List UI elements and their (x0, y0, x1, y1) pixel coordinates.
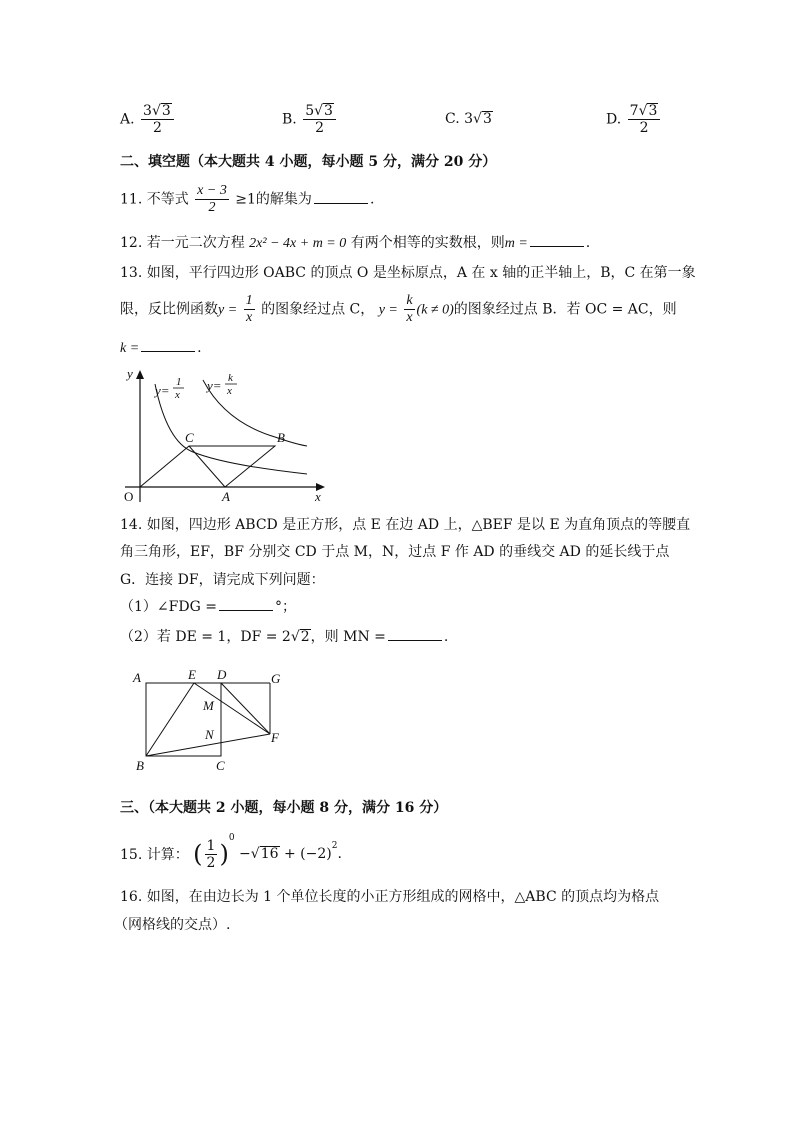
question-14-line1: 14. 如图，四边形 ABCD 是正方形，点 E 在边 AD 上，△BEF 是以 E 为直角顶点的等腰直 (120, 517, 691, 533)
label-e: E (188, 667, 196, 682)
segment-df (221, 683, 270, 734)
question-13-line1: 13. 如图，平行四边形 OABC 的顶点 O 是坐标原点，A 在 x 轴的正半轴上，B，C 在第一象 (120, 265, 696, 281)
choice-d-fraction: $\frac{7√3}{2}$ (628, 103, 661, 136)
choice-b-fraction: $\frac{5√3}{2}$ (303, 103, 336, 136)
question-14-sub1: （1）∠FDG = °； (120, 599, 296, 615)
label-a: A (133, 670, 141, 685)
choice-d (606, 103, 662, 136)
label-curve1-y: y= (155, 383, 170, 398)
label-g: G (271, 671, 281, 686)
answer-blank-14-1[interactable] (219, 598, 273, 611)
segment-ca (189, 446, 225, 487)
question-13-line2: 限，反比例函数y = $\frac{1}{x}$ 的图象经过点 C， y = $\frac{k}{x}$ (k ≠ 0)的图象经过点 B．若 OC = AC，则 (120, 293, 677, 325)
label-x-axis: x (315, 489, 321, 504)
choice-a-letter: A. (120, 111, 135, 128)
label-c: C (185, 430, 194, 445)
answer-blank-14-2[interactable] (388, 628, 442, 641)
label-curve2-y: y= (207, 378, 222, 393)
label-n: N (205, 727, 214, 742)
question-16-line2: （网格线的交点）. (114, 917, 231, 933)
section2-heading: 二、填空题（本大题共 4 小题，每小题 5 分，满分 20 分） (120, 154, 497, 170)
label-f: F (271, 730, 279, 745)
label-a: A (222, 489, 230, 504)
segment-be (146, 683, 194, 756)
y-axis-arrow (136, 370, 144, 379)
choice-d-letter: D. (606, 111, 622, 128)
choice-a-fraction: $\frac{3√3}{2}$ (141, 103, 174, 136)
label-c: C (216, 758, 225, 773)
choice-b (282, 103, 338, 136)
label-d: D (217, 667, 227, 682)
question-12: 12. 若一元二次方程 2x² − 4x + m = 0 有两个相等的实数根，则m = . (120, 235, 591, 251)
label-y-axis: y (127, 366, 133, 381)
answer-blank-12[interactable] (530, 234, 584, 247)
choice-a (120, 103, 176, 136)
choice-b-letter: B. (282, 111, 297, 128)
question-13-line3: k = . (120, 340, 202, 356)
label-curve1-den: x (175, 389, 180, 401)
answer-blank-11[interactable] (314, 191, 368, 204)
label-curve1-num: 1 (176, 376, 182, 388)
q14-figure (128, 666, 298, 778)
choice-c: C. 3√3 (445, 111, 492, 127)
answer-blank-13[interactable] (141, 339, 195, 352)
label-curve2-den: x (227, 385, 232, 397)
question-14-sub2: （2）若 DE = 1，DF = 2√2，则 MN = . (120, 629, 449, 645)
question-14-line3: G．连接 DF，请完成下列问题： (120, 572, 325, 588)
section3-heading: 三、（本大题共 2 小题，每小题 8 分，满分 16 分） (120, 800, 448, 816)
label-b: B (277, 430, 285, 445)
label-m: M (203, 698, 214, 713)
question-14-line2: 角三角形，EF，BF 分别交 CD 于点 M，N，过点 F 作 AD 的垂线交 AD 的延长线于点 (120, 544, 670, 560)
q13-figure (115, 362, 340, 507)
question-15: 15. 计算： ( $\frac{1}{2}$ )$^0 -√16 + (-2)^2$. (120, 833, 342, 871)
label-curve2-num: k (228, 372, 233, 384)
choice-c-letter: C. (445, 111, 460, 127)
label-origin: O (124, 489, 134, 504)
question-11: 11. 不等式 $\frac{x - 3}{2}$ ≥1的解集为 . (120, 183, 375, 215)
label-b: B (136, 758, 144, 773)
question-16-line1: 16. 如图，在由边长为 1 个单位长度的小正方形组成的网格中，△ABC 的顶点均为格点 (120, 889, 660, 905)
